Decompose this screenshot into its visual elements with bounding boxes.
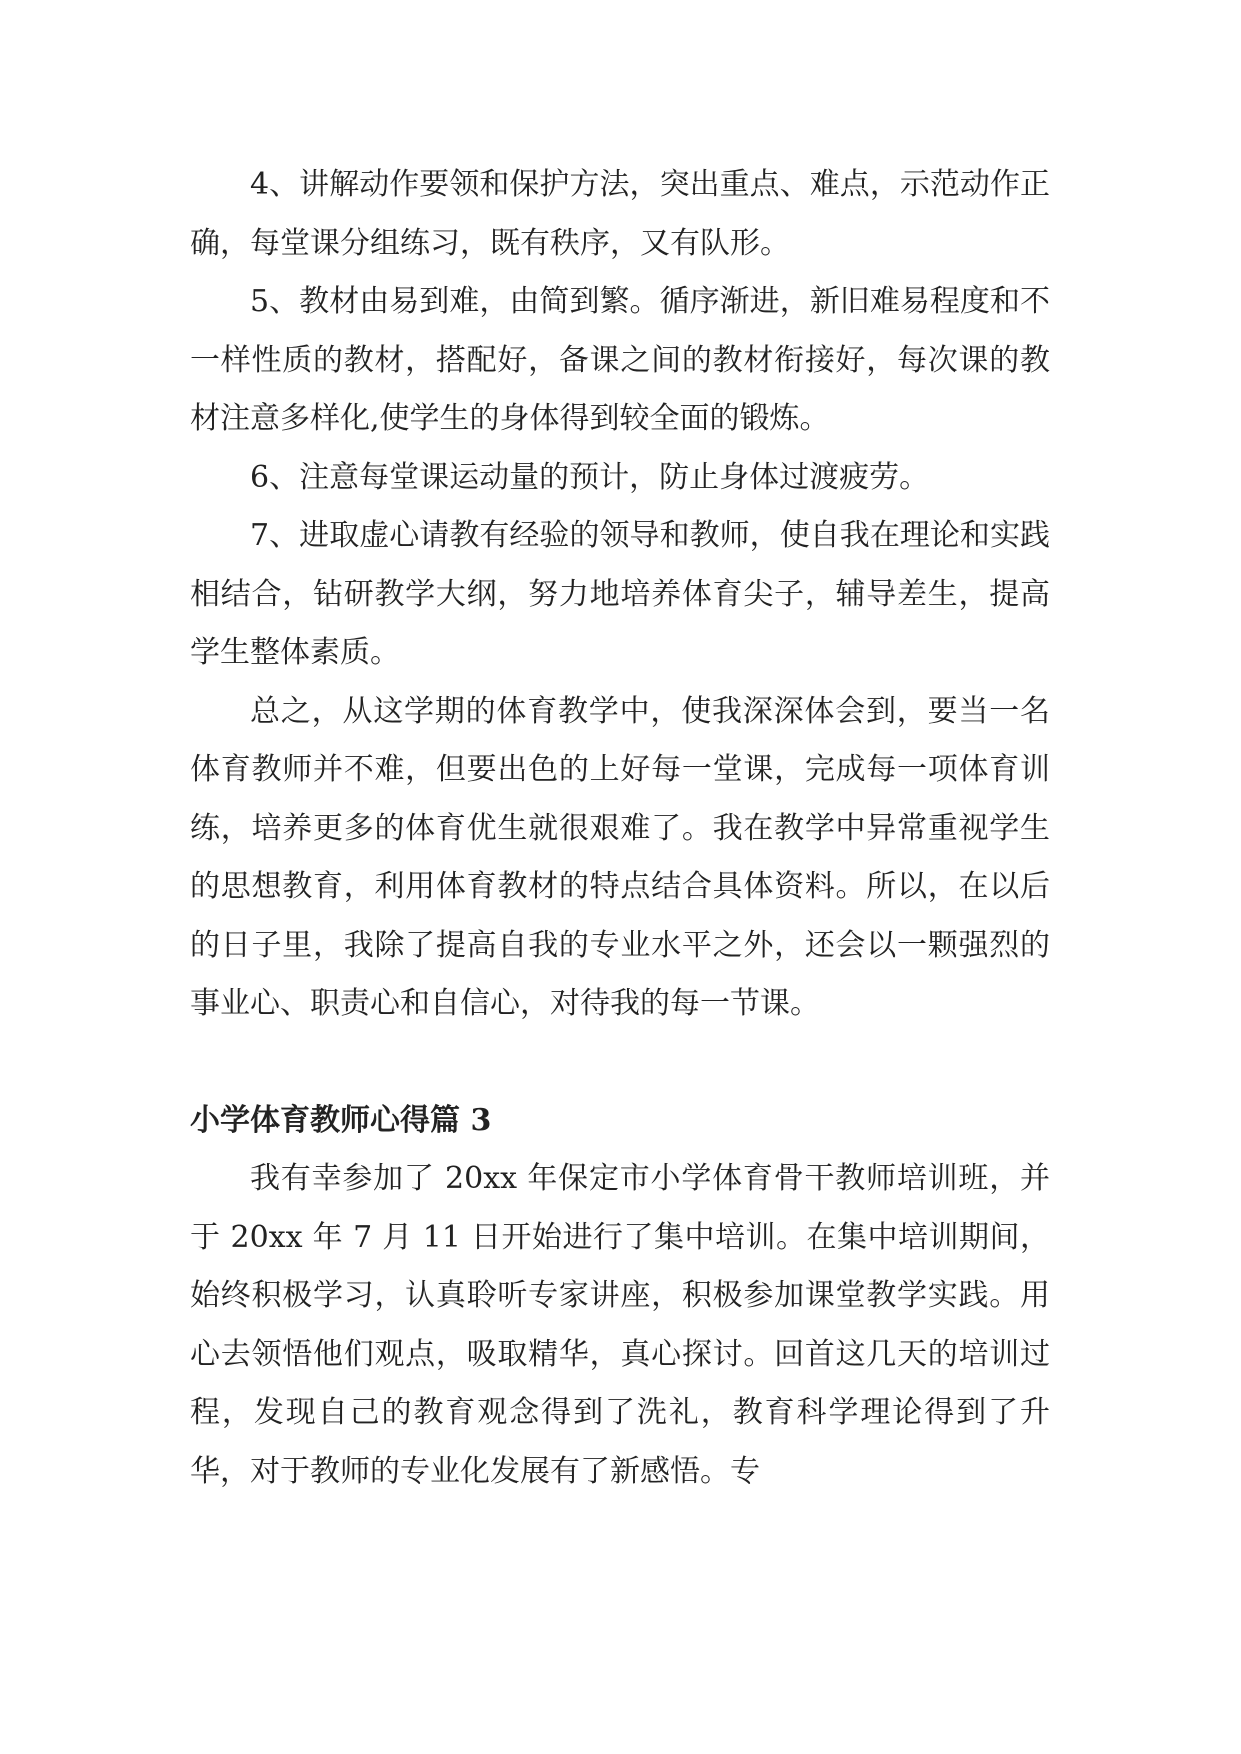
paragraph-item-7: 7、进取虚心请教有经验的领导和教师，使自我在理论和实践相结合，钻研教学大纲，努力地培养体育尖子，辅导差生，提高学生整体素质。: [190, 518, 1050, 670]
paragraph-summary: 总之，从这学期的体育教学中，使我深深体会到，要当一名体育教师并不难，但要出色的上好每一堂课，完成每一项体育训练，培养更多的体育优生就很艰难了。我在教学中异常重视学生的思想教育，利用体育教材的特点结合具体资料。所以，在以后的日子里，我除了提高自我的专业水平之外，还会以一颗强烈的事业心、职责心和自信心，对待我的每一节课。: [190, 693, 1050, 1021]
document-body: [190, 156, 1050, 1501]
section-heading: 小学体育教师心得篇 3: [190, 1102, 492, 1138]
paragraph-item-4: 4、讲解动作要领和保护方法，突出重点、难点，示范动作正确，每堂课分组练习，既有秩序，又有队形。: [190, 167, 1050, 261]
paragraph-section-3-intro: 我有幸参加了 20xx 年保定市小学体育骨干教师培训班，并于 20xx 年 7 月 11 日开始进行了集中培训。在集中培训期间，始终积极学习，认真聆听专家讲座，积极参加课堂教学实践。用心去领悟他们观点，吸取精华，真心探讨。回首这几天的培训过程，发现自己的教育观念得到了洗礼，教育科学理论得到了升华，对于教师的专业化发展有了新感悟。专: [190, 1161, 1050, 1489]
paragraph-item-5: 5、教材由易到难，由简到繁。循序渐进，新旧难易程度和不一样性质的教材，搭配好，备课之间的教材衔接好，每次课的教材注意多样化,使学生的身体得到较全面的锻炼。: [190, 284, 1050, 436]
paragraph-item-6: 6、注意每堂课运动量的预计，防止身体过渡疲劳。: [250, 459, 930, 495]
